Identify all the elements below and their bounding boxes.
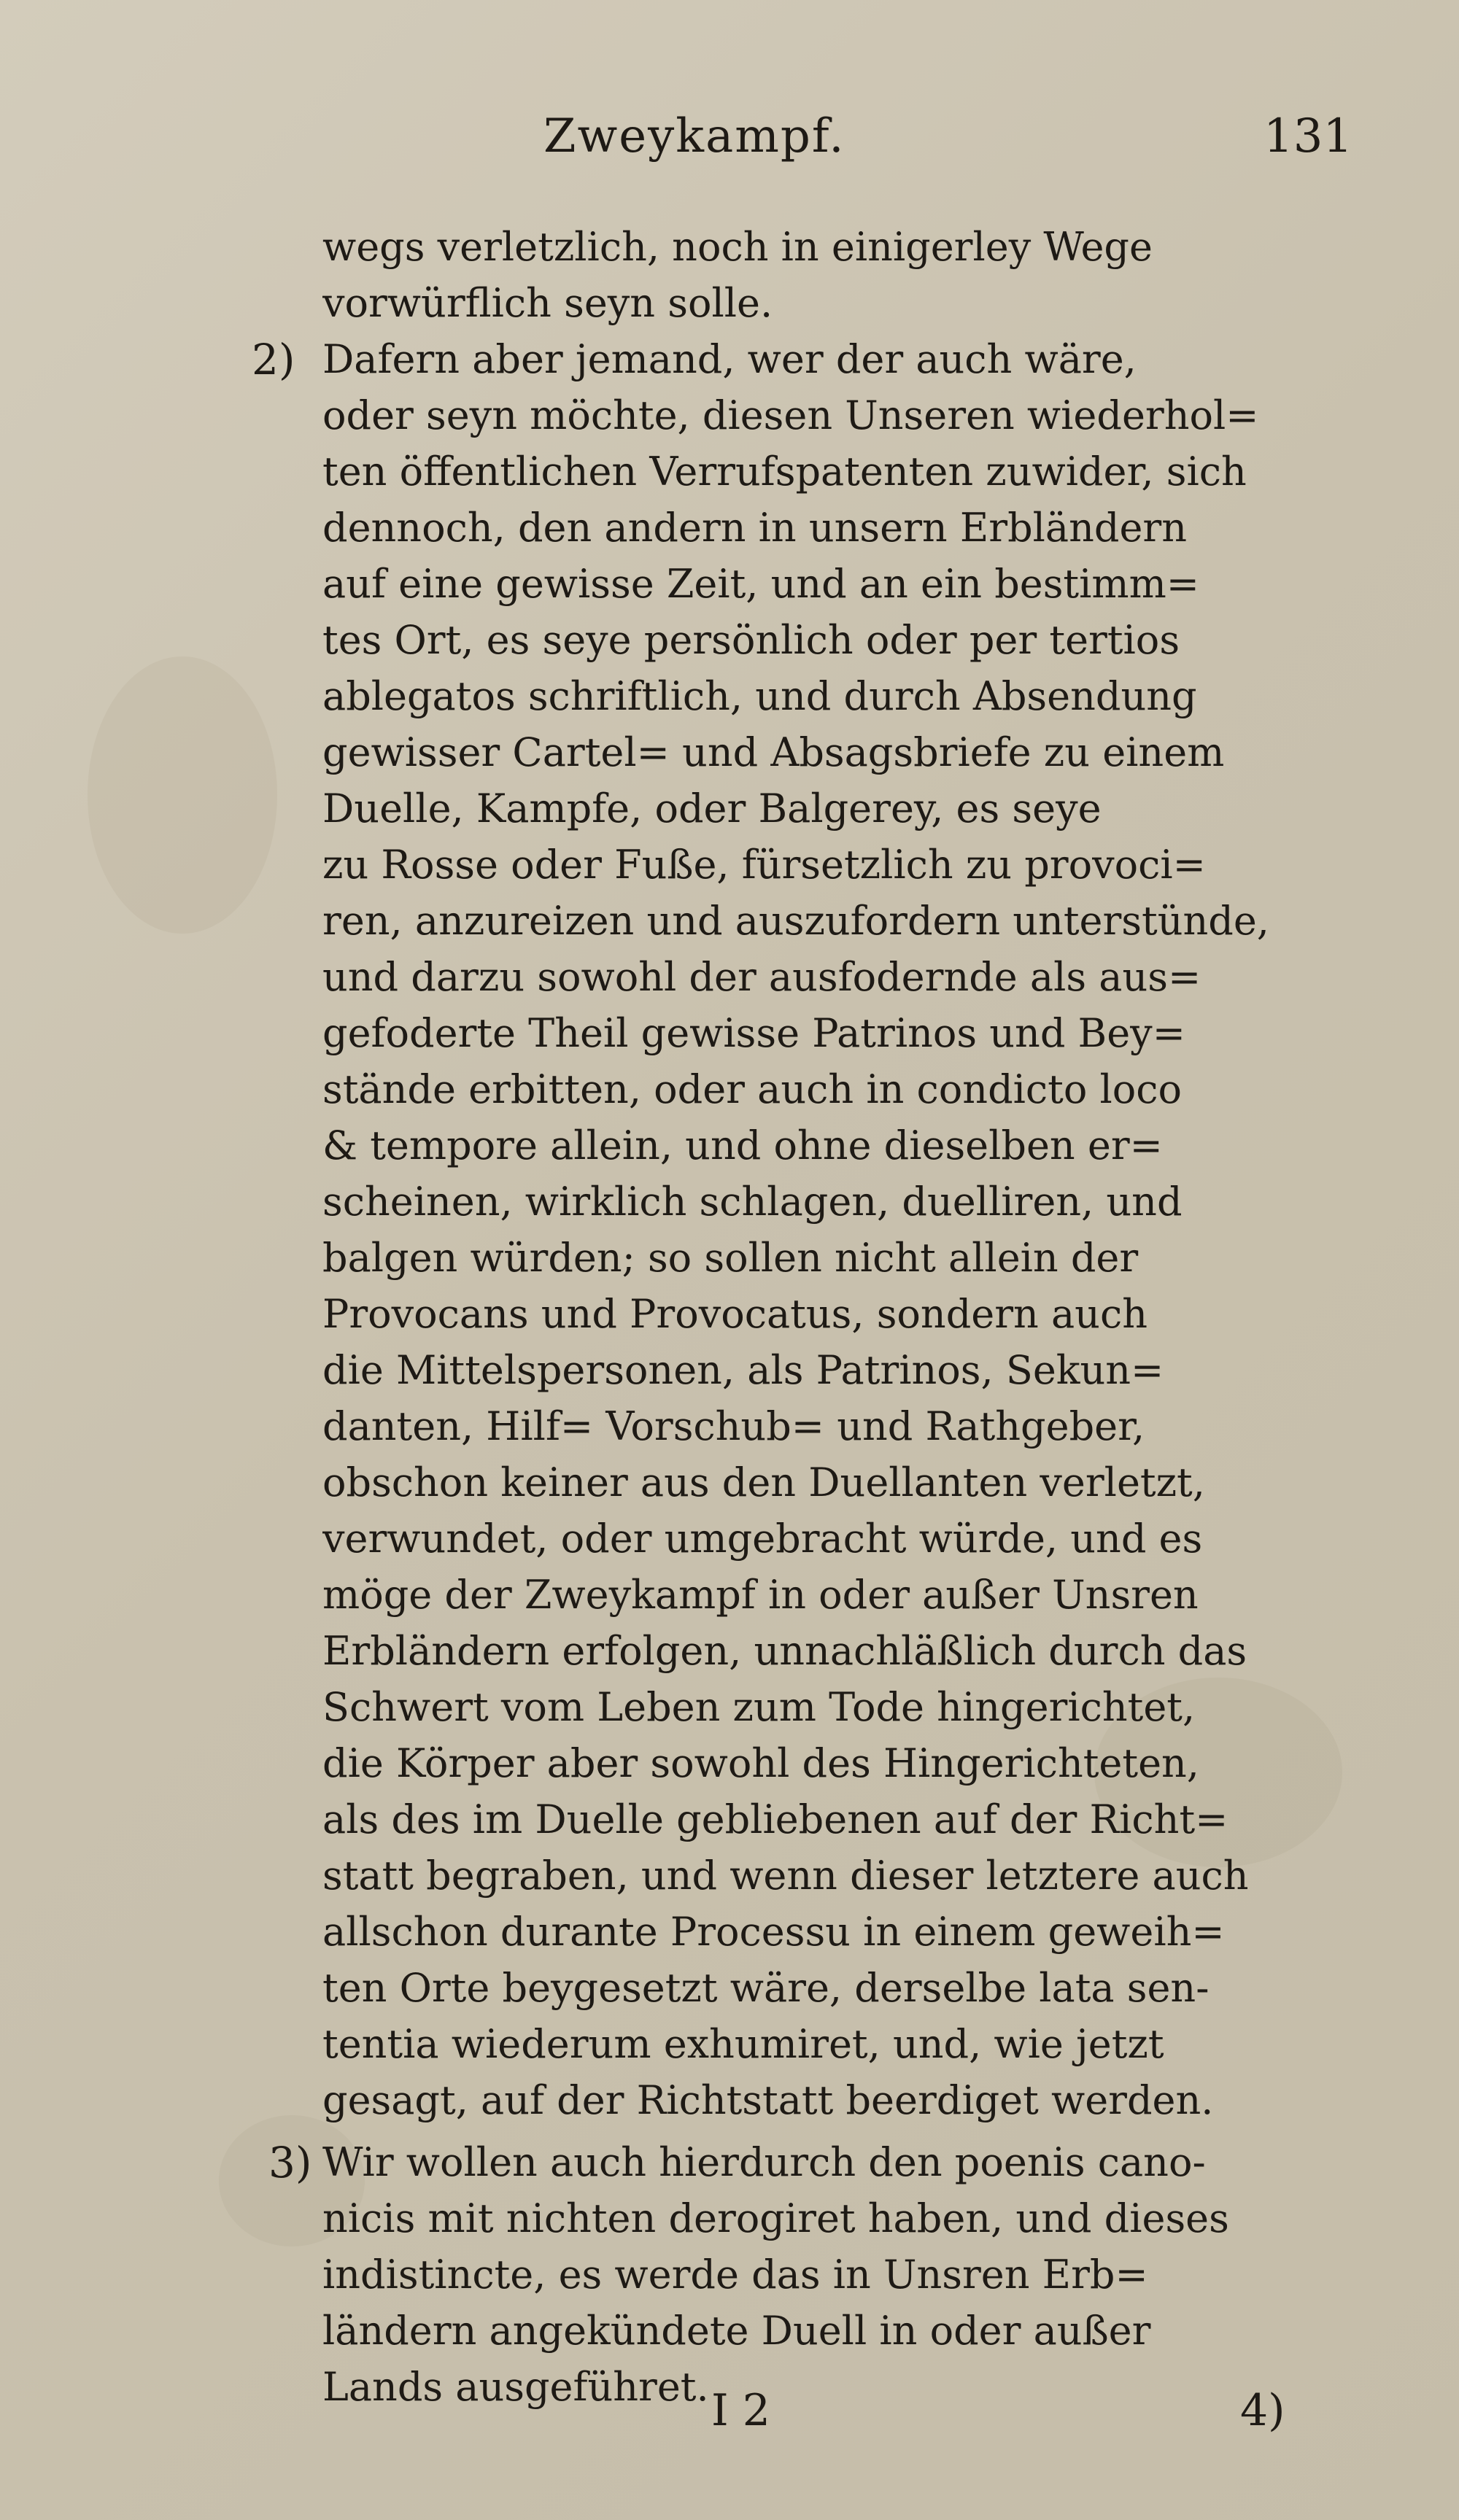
text-line: balgen würden; so sollen nicht allein der [322, 1235, 1139, 1281]
text-line: zu Rosse oder Fuße, fürsetzlich zu provoci= [322, 842, 1206, 888]
text-line: Wir wollen auch hierdurch den poenis cano- [322, 2139, 1206, 2185]
paragraph-number: 3) [268, 2138, 312, 2187]
paragraph-number: 2) [252, 335, 295, 384]
text-line: wegs verletzlich, noch in einigerley Wege [322, 224, 1153, 270]
text-line: Schwert vom Leben zum Tode hingerichtet, [322, 1684, 1196, 1730]
text-line: statt begraben, und wenn dieser letztere auch [322, 1853, 1249, 1899]
text-line: indistincte, es werde das in Unsren Erb= [322, 2252, 1148, 2298]
text-line: Duelle, Kampfe, oder Balgerey, es seye [322, 786, 1102, 831]
text-line: allschon durante Processu in einem geweih= [322, 1909, 1225, 1955]
text-line: die Körper aber sowohl des Hingerichteten, [322, 1740, 1199, 1786]
text-line: verwundet, oder umgebracht würde, und es [322, 1516, 1203, 1562]
text-line: und darzu sowohl der ausfodernde als aus= [322, 954, 1201, 1000]
text-line: auf eine gewisse Zeit, und an ein bestimm= [322, 561, 1200, 607]
text-line: tentia wiederum exhumiret, und, wie jetzt [322, 2021, 1164, 2067]
catchword: 4) [1240, 2385, 1285, 2436]
text-line: möge der Zweykampf in oder außer Unsren [322, 1572, 1199, 1618]
paper-stain [88, 656, 277, 934]
text-line: ten Orte beygesetzt wäre, derselbe lata sen- [322, 1965, 1210, 2011]
text-line: stände erbitten, oder auch in condicto loco [322, 1066, 1183, 1112]
text-line: ten öffentlichen Verrufspatenten zuwider, sich [322, 449, 1247, 495]
text-line: nicis mit nichten derogiret haben, und dieses [322, 2195, 1229, 2241]
text-line: ren, anzureizen und auszufordern unterstünde, [322, 898, 1269, 944]
page-header [0, 109, 1459, 168]
page-number: 131 [1263, 109, 1353, 163]
text-line: dennoch, den andern in unsern Erbländern [322, 505, 1188, 551]
text-line: Dafern aber jemand, wer der auch wäre, [322, 336, 1137, 382]
text-line: oder seyn möchte, diesen Unseren wiederhol= [322, 392, 1259, 438]
text-line: die Mittelspersonen, als Patrinos, Sekun= [322, 1347, 1164, 1393]
text-line: ablegatos schriftlich, und durch Absendung [322, 673, 1197, 719]
text-line: danten, Hilf= Vorschub= und Rathgeber, [322, 1403, 1145, 1449]
running-head: Zweykampf. [543, 109, 845, 163]
text-line: gewisser Cartel= und Absagsbriefe zu einem [322, 729, 1225, 775]
text-line: scheinen, wirklich schlagen, duelliren, und [322, 1179, 1183, 1225]
signature-mark: I 2 [711, 2385, 770, 2436]
text-line: obschon keiner aus den Duellanten verletzt, [322, 1459, 1205, 1505]
text-line: Provocans und Provocatus, sondern auch [322, 1291, 1148, 1337]
text-line: Lands ausgeführet. [322, 2364, 709, 2410]
text-line: als des im Duelle gebliebenen auf der Richt= [322, 1796, 1228, 1842]
text-line: gesagt, auf der Richtstatt beerdiget werden. [322, 2077, 1214, 2123]
text-line: vorwürflich seyn solle. [322, 280, 773, 326]
text-line: Erbländern erfolgen, unnachläßlich durch das [322, 1628, 1247, 1674]
text-line: gefoderte Theil gewisse Patrinos und Bey= [322, 1010, 1185, 1056]
text-line: tes Ort, es seye persönlich oder per tertios [322, 617, 1180, 663]
text-line: & tempore allein, und ohne dieselben er= [322, 1123, 1163, 1168]
text-line: ländern angekündete Duell in oder außer [322, 2308, 1151, 2354]
